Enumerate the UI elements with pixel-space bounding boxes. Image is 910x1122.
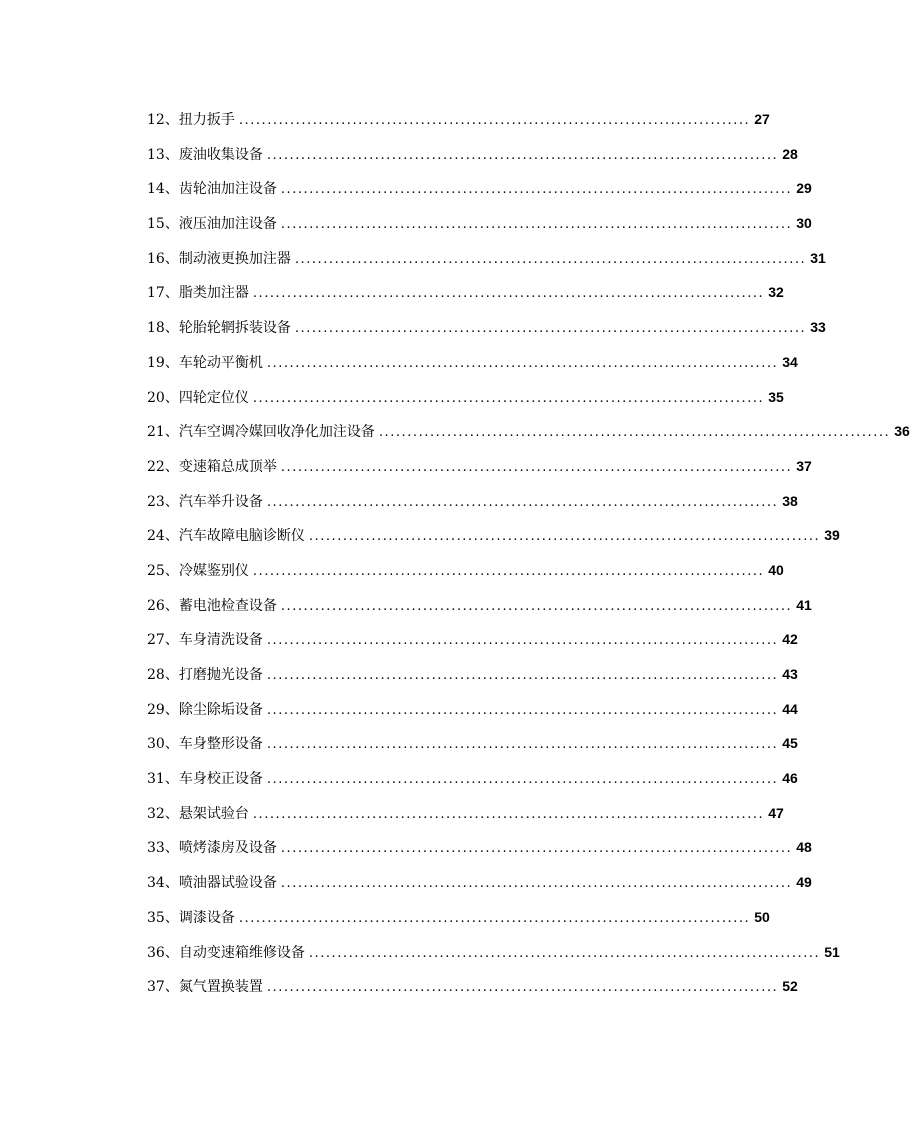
toc-entry-page-number: 42 (782, 631, 798, 648)
dot-leader: .......................................................................................... (280, 876, 793, 892)
toc-entry-title: 35、调漆设备 (147, 909, 235, 926)
toc-entry-title: 33、喷烤漆房及设备 (147, 840, 277, 857)
dot-leader: .......................................................................................... (238, 910, 751, 926)
toc-entry-title: 25、冷媒鉴别仪 (147, 562, 249, 579)
toc-entry-page-number: 41 (796, 596, 812, 613)
toc-entry-title: 23、汽车举升设备 (147, 493, 263, 510)
dot-leader: .......................................................................................... (266, 737, 779, 753)
dot-leader: .......................................................................................... (266, 980, 779, 996)
toc-entry[interactable] (147, 865, 812, 900)
dot-leader: .......................................................................................... (280, 459, 793, 475)
toc-entry[interactable] (147, 137, 798, 172)
toc-entry-title: 13、废油收集设备 (147, 146, 263, 163)
toc-entry[interactable] (147, 553, 784, 588)
toc-entry[interactable] (147, 726, 798, 761)
toc-entry-page-number: 29 (796, 180, 812, 197)
toc-entry-page-number: 30 (796, 215, 812, 232)
toc-entry-title: 29、除尘除垢设备 (147, 701, 263, 718)
toc-entry-page-number: 38 (782, 492, 798, 509)
toc-entry[interactable] (147, 622, 798, 657)
toc-entry[interactable] (147, 692, 798, 727)
toc-entry-title: 19、车轮动平衡机 (147, 354, 263, 371)
toc-entry[interactable] (147, 830, 812, 865)
toc-entry-page-number: 45 (782, 735, 798, 752)
toc-entry-title: 15、液压油加注设备 (147, 216, 277, 233)
toc-entry-title: 37、氮气置换装置 (147, 979, 263, 996)
toc-entry-page-number: 49 (796, 874, 812, 891)
dot-leader: .......................................................................................... (280, 598, 793, 614)
toc-entry[interactable] (147, 310, 826, 345)
toc-entry-page-number: 27 (754, 111, 770, 127)
toc-entry[interactable] (147, 518, 840, 553)
toc-entry-page-number: 46 (782, 770, 798, 787)
dot-leader: .......................................................................................... (266, 494, 779, 510)
toc-entry-page-number: 43 (782, 666, 798, 682)
dot-leader: .......................................................................................... (266, 668, 779, 683)
toc-entry[interactable] (147, 761, 798, 796)
dot-leader: .......................................................................................... (280, 217, 793, 233)
toc-entry-title: 21、汽车空调冷媒回收净化加注设备 (147, 424, 375, 441)
table-of-contents (147, 102, 910, 1004)
toc-entry-title: 31、车身校正设备 (147, 771, 263, 788)
toc-entry[interactable] (147, 206, 812, 241)
toc-entry[interactable] (147, 588, 812, 623)
toc-entry-title: 17、脂类加注器 (147, 285, 249, 302)
toc-entry[interactable] (147, 345, 798, 380)
dot-leader: .......................................................................................... (266, 355, 779, 371)
toc-entry-page-number: 47 (768, 804, 784, 821)
toc-entry-title: 28、打磨抛光设备 (147, 667, 263, 683)
dot-leader: .......................................................................................... (280, 841, 793, 857)
toc-entry-title: 12、扭力扳手 (147, 112, 235, 128)
toc-entry[interactable] (147, 241, 826, 276)
toc-entry-title: 14、齿轮油加注设备 (147, 181, 277, 198)
toc-entry[interactable] (147, 935, 840, 970)
toc-entry[interactable] (147, 657, 798, 692)
dot-leader: .......................................................................................... (378, 425, 891, 441)
toc-entry-page-number: 31 (810, 249, 826, 266)
dot-leader: .......................................................................................... (294, 251, 807, 267)
toc-entry-title: 27、车身清洗设备 (147, 632, 263, 649)
toc-entry-title: 34、喷油器试验设备 (147, 875, 277, 892)
toc-entry-title: 22、变速箱总成顶举 (147, 458, 277, 475)
toc-entry[interactable] (147, 414, 910, 449)
dot-leader: .......................................................................................... (266, 772, 779, 788)
toc-entry-page-number: 50 (754, 908, 770, 925)
toc-entry-title: 24、汽车故障电脑诊断仪 (147, 528, 305, 545)
toc-entry[interactable] (147, 484, 798, 519)
toc-entry[interactable] (147, 102, 770, 137)
toc-entry-page-number: 48 (796, 839, 812, 856)
toc-entry[interactable] (147, 380, 784, 415)
toc-entry-page-number: 36 (894, 423, 910, 440)
toc-entry-title: 36、自动变速箱维修设备 (147, 944, 305, 961)
toc-entry-page-number: 34 (782, 353, 798, 370)
dot-leader: .......................................................................................... (308, 945, 821, 961)
toc-entry-title: 16、制动液更换加注器 (147, 250, 291, 267)
toc-entry-page-number: 51 (824, 943, 840, 960)
dot-leader: .......................................................................................... (252, 563, 765, 579)
toc-entry[interactable] (147, 275, 784, 310)
dot-leader: .......................................................................................... (294, 321, 807, 337)
toc-entry[interactable] (147, 796, 784, 831)
toc-entry[interactable] (147, 969, 798, 1004)
dot-leader: .......................................................................................... (266, 702, 779, 718)
toc-entry-title: 30、车身整形设备 (147, 736, 263, 753)
toc-entry-title: 32、悬架试验台 (147, 805, 249, 822)
toc-entry-page-number: 33 (810, 319, 826, 336)
dot-leader: .......................................................................................... (238, 113, 751, 128)
toc-entry-page-number: 35 (768, 388, 784, 405)
toc-entry-page-number: 39 (824, 527, 840, 544)
dot-leader: .......................................................................................... (266, 147, 779, 163)
toc-entry-title: 26、蓄电池检查设备 (147, 597, 277, 614)
dot-leader: .......................................................................................... (266, 633, 779, 649)
toc-entry[interactable] (147, 900, 770, 935)
toc-entry[interactable] (147, 171, 812, 206)
toc-entry-page-number: 37 (796, 457, 812, 474)
dot-leader: .......................................................................................... (252, 806, 765, 822)
toc-entry[interactable] (147, 449, 812, 484)
toc-entry-page-number: 52 (782, 978, 798, 995)
toc-entry-page-number: 28 (782, 145, 798, 162)
toc-entry-page-number: 40 (768, 561, 784, 578)
dot-leader: .......................................................................................... (280, 182, 793, 198)
dot-leader: .......................................................................................... (252, 390, 765, 406)
dot-leader: .......................................................................................... (252, 286, 765, 302)
toc-entry-title: 18、轮胎轮辋拆装设备 (147, 320, 291, 337)
toc-entry-page-number: 44 (782, 700, 798, 717)
dot-leader: .......................................................................................... (308, 529, 821, 545)
toc-entry-title: 20、四轮定位仪 (147, 389, 249, 406)
toc-entry-page-number: 32 (768, 284, 784, 301)
